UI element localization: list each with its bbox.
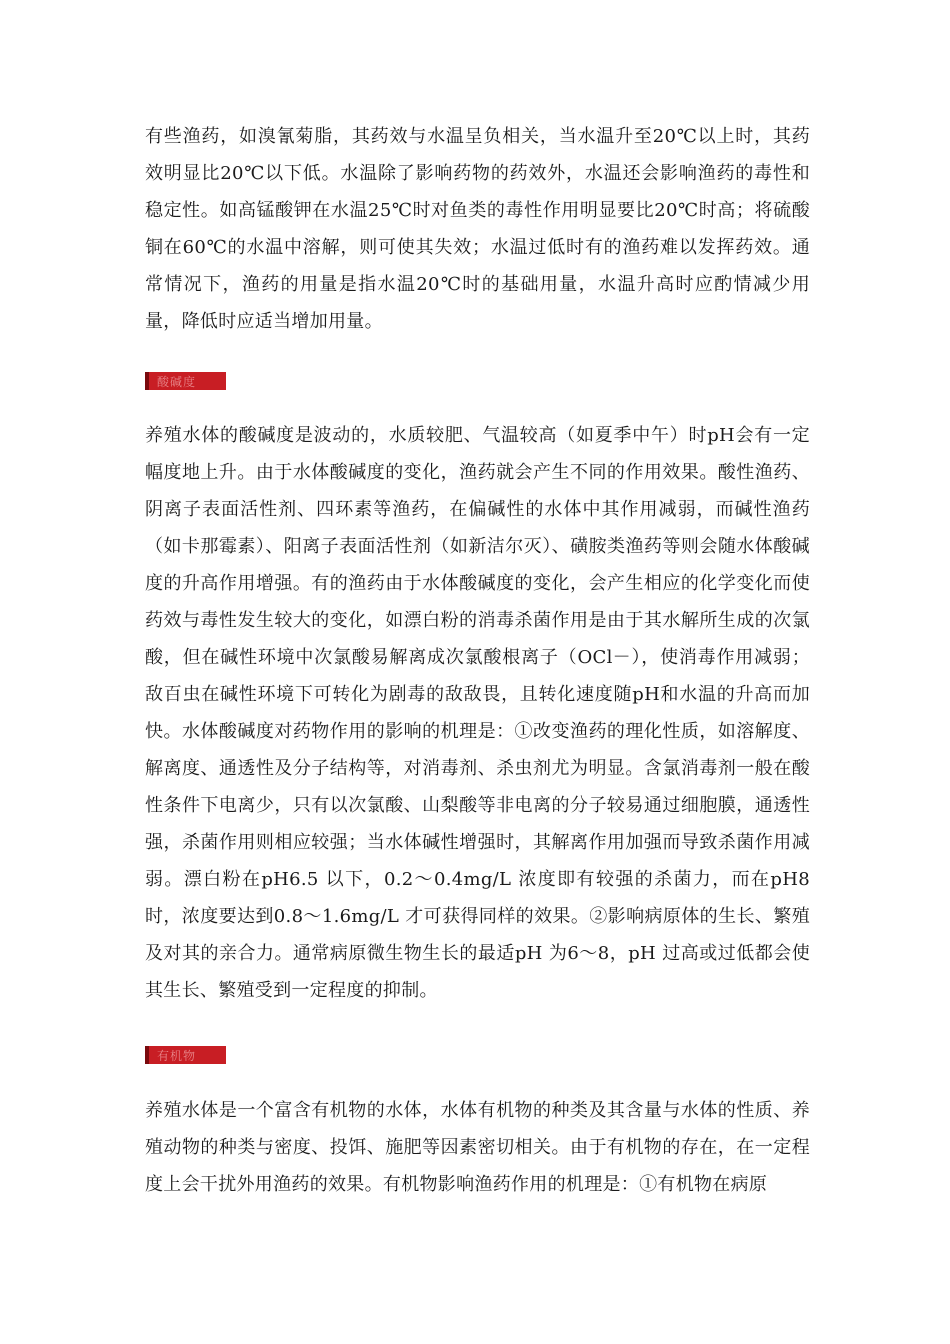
section-heading-organic-matter	[145, 1046, 226, 1064]
paragraph-water-temperature: 有些渔药，如溴氰菊脂，其药效与水温呈负相关，当水温升至20℃以上时，其药效明显比20℃以下低。水温除了影响药物的药效外，水温还会影响渔药的毒性和稳定性。如高锰酸钾在水温25℃时对鱼类的毒性作用明显要比20℃时高；将硫酸铜在60℃的水温中溶解，则可使其失效；水温过低时有的渔药难以发挥药效。通常情况下，渔药的用量是指水温20℃时的基础用量，水温升高时应酌情减少用量，降低时应适当增加用量。	[145, 126, 810, 332]
section-heading-text: 有机物	[157, 1048, 197, 1063]
section-heading-ph	[145, 372, 226, 390]
heading-marker	[145, 372, 149, 390]
heading-marker	[145, 1046, 149, 1064]
paragraph-organic-matter: 养殖水体是一个富含有机物的水体，水体有机物的种类及其含量与水体的性质、养殖动物的种类与密度、投饵、施肥等因素密切相关。由于有机物的存在，在一定程度上会干扰外用渔药的效果。有机物影响渔药作用的机理是：①有机物在病原	[145, 1100, 810, 1195]
section-heading-text: 酸碱度	[157, 374, 197, 389]
paragraph-acidity-alkalinity: 养殖水体的酸碱度是波动的，水质较肥、气温较高（如夏季中午）时pH会有一定幅度地上升。由于水体酸碱度的变化，渔药就会产生不同的作用效果。酸性渔药、阴离子表面活性剂、四环素等渔药，在偏碱性的水体中其作用减弱，而碱性渔药（如卡那霉素）、阳离子表面活性剂（如新洁尔灭）、磺胺类渔药等则会随水体酸碱度的升高作用增强。有的渔药由于水体酸碱度的变化，会产生相应的化学变化而使药效与毒性发生较大的变化，如漂白粉的消毒杀菌作用是由于其水解所生成的次氯酸，但在碱性环境中次氯酸易解离成次氯酸根离子（OCl－），使消毒作用减弱；敌百虫在碱性环境下可转化为剧毒的敌敌畏，且转化速度随pH和水温的升高而加快。水体酸碱度对药物作用的影响的机理是：①改变渔药的理化性质，如溶解度、解离度、通透性及分子结构等，对消毒剂、杀虫剂尤为明显。含氯消毒剂一般在酸性条件下电离少，只有以次氯酸、山梨酸等非电离的分子较易通过细胞膜，通透性强，杀菌作用则相应较强；当水体碱性增强时，其解离作用加强而导致杀菌作用减弱。漂白粉在pH6.5 以下，0.2～0.4mg/L 浓度即有较强的杀菌力，而在pH8 时，浓度要达到0.8～1.6mg/L 才可获得同样的效果。②影响病原体的生长、繁殖及对其的亲合力。通常病原微生物生长的最适pH 为6～8，pH 过高或过低都会使其生长、繁殖受到一定程度的抑制。	[145, 425, 811, 1001]
